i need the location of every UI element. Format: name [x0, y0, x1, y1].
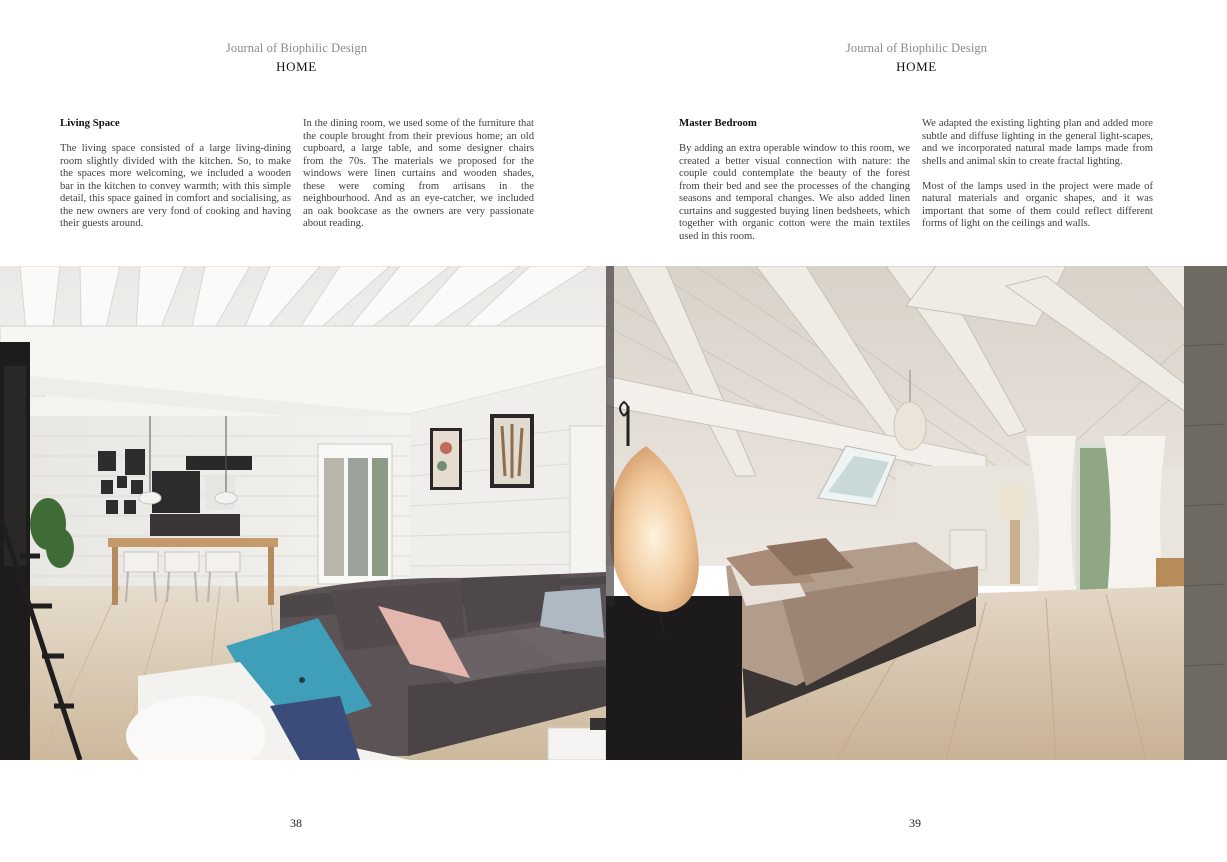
text-column-1 [679, 117, 910, 256]
article-heading: Living Space [60, 117, 120, 129]
article-heading: Master Bedroom [679, 117, 757, 129]
body-paragraph: We adapted the existing lighting plan and added more subtle and diffuse lighting in the general light-scapes, and we incorporated natural made lamps made from shells and animal skin to create fractal lighting. [922, 118, 1153, 167]
page-number: 38 [290, 816, 302, 830]
body-paragraph: The living space consisted of a large living-dining room slightly divided with the kitchen. So, to make the spaces more welcoming, we included a wooden bar in the kitchen to convey warmth; with this simple detail, this space gained in comfort and socialising, as the new owners are very fond of cooking and having their guests around. [60, 143, 291, 229]
section-title: HOME [276, 59, 317, 74]
text-column-2 [922, 118, 1153, 243]
left-page [0, 0, 606, 862]
text-column-2 [303, 118, 534, 243]
journal-title: Journal of Biophilic Design [225, 41, 368, 55]
body-paragraph: By adding an extra operable window to this room, we created a better visual connection with nature: the couple could contemplate the beauty of the forest from their bed and see the processes of the changing seasons and temporal changes. We also added linen curtains and suggested buying linen bedsheets, which together with organic cotton were the main textiles used in this room. [679, 143, 910, 242]
living-room-photo [0, 266, 606, 760]
section-title: HOME [896, 59, 937, 74]
body-paragraph: Most of the lamps used in the project were made of natural materials and organic shapes, and it was important that some of them could reflect different forms of light on the ceilings and walls. [922, 180, 1153, 229]
journal-title: Journal of Biophilic Design [845, 41, 988, 55]
running-head [606, 40, 1227, 76]
body-paragraph: In the dining room, we used some of the furniture that the couple brought from their previous home; an old cupboard, a large table, and some designer chairs from the 70s. The materials we proposed for the windows were linen curtains and wooden shades, these were coming from artisans in the neighbourhood. And as an eye-catcher, we included an oak bookcase as the owners are very passionate about reading. [303, 118, 534, 229]
right-page [606, 0, 1227, 862]
page-number: 39 [909, 816, 921, 830]
bedroom-photo [606, 266, 1227, 760]
text-column-1 [60, 117, 291, 243]
running-head [0, 40, 593, 76]
